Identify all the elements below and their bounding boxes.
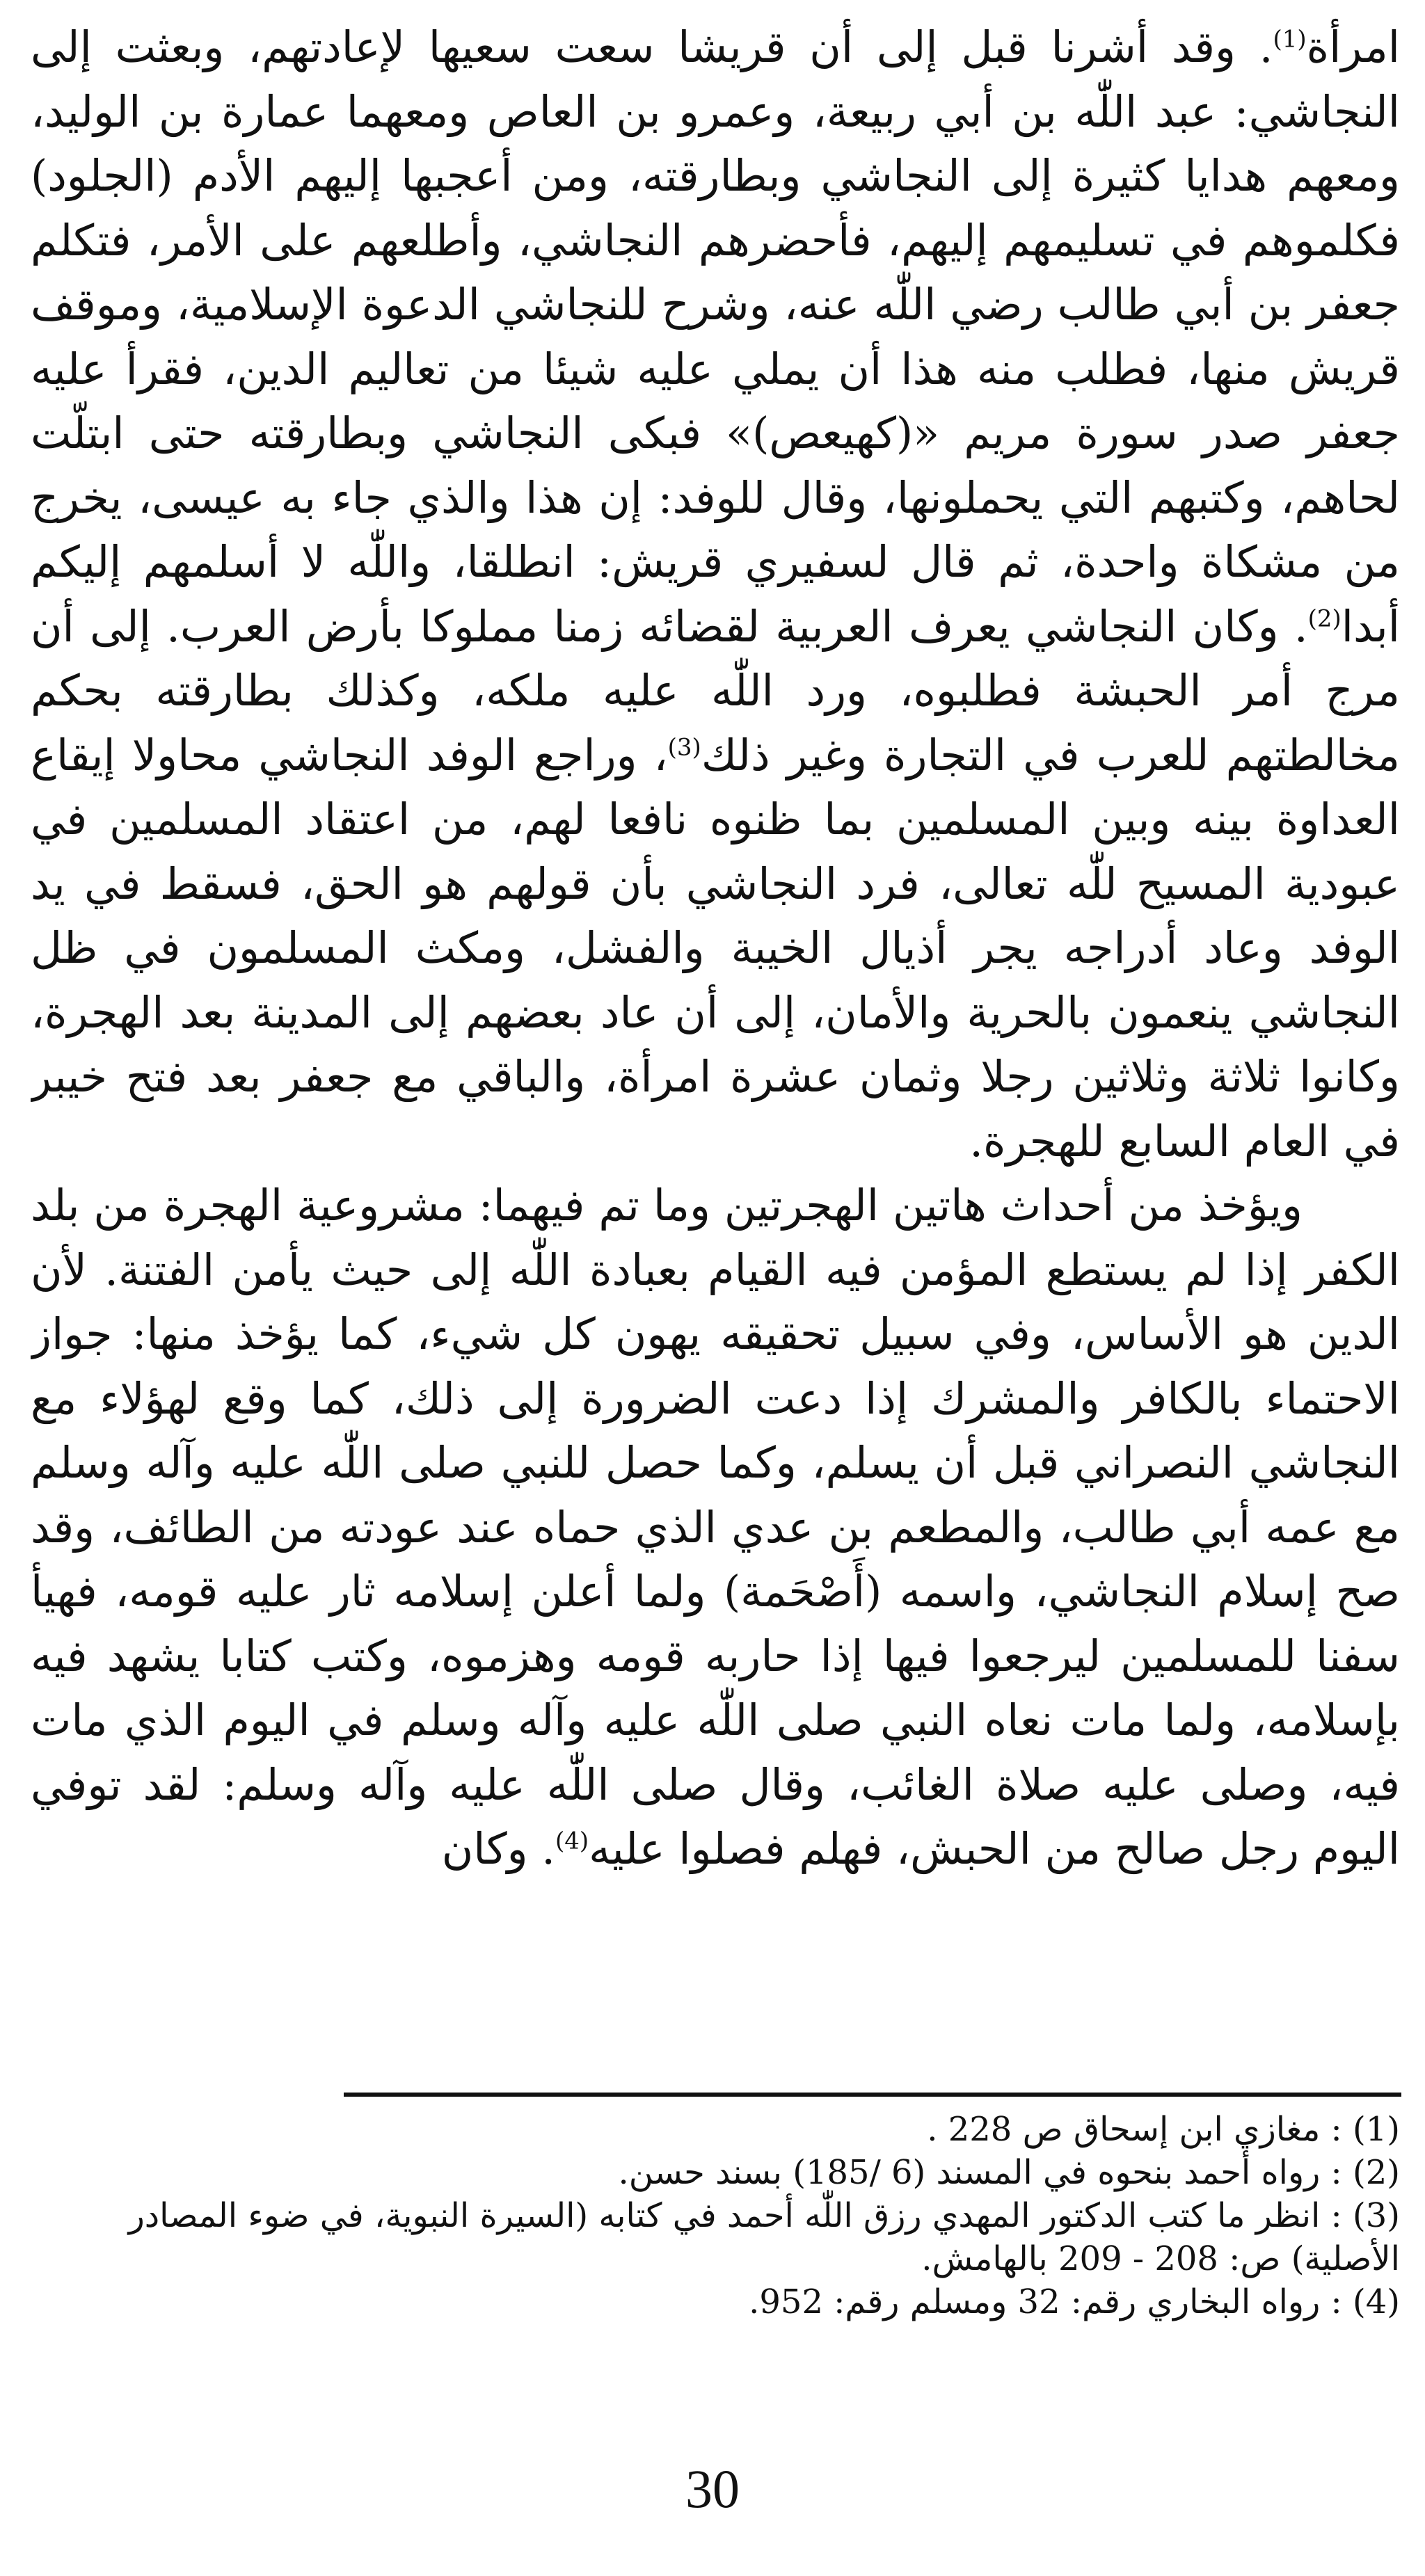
footnote-text: : رواه أحمد بنحوه في المسند (6 /185) بسند حسن. xyxy=(618,2153,1353,2192)
footnote-reference: (1) xyxy=(1273,25,1307,54)
page-number: 30 xyxy=(685,2458,740,2519)
footnote-reference: (4) xyxy=(555,1827,589,1855)
footnote-divider xyxy=(344,2093,1401,2097)
text-run: . وقد أشرنا قبل إلى أن قريشا سعت سعيها لإعادتهم، وبعثت إلى النجاشي: عبد اللّٰه بن أبي ربيعة، وعمرو بن العاص ومعهما عمارة بن الوليد، ومعهم هدايا كثيرة إلى النجاشي وبطارقته، ومن أعجبها إليهم الأدم (الجلود) فكلموهم في تسليمهم إليهم، فأحضرهم النجاشي، وأطلعهم على الأمر، فتكلم جعفر بن أبي طالب رضي اللّٰه عنه، وشرح للنجاشي الدعوة الإسلامية، وموقف قريش منها، فطلب منه هذا أن يملي عليه شيئا من تعاليم الدين، فقرأ عليه جعفر صدر سورة مريم «(كهيعص)» فبكى النجاشي وبطارقته حتى ابتلّت لحاهم، وكتبهم التي يحملونها، وقال للوفد: إن هذا والذي جاء به عيسى، يخرج من مشكاة واحدة، ثم قال لسفيري قريش: انطلقا، واللّٰه لا أسلمهم إليكم أبدا xyxy=(31,22,1400,652)
text-run: امرأة xyxy=(1306,22,1400,72)
text-run: . وكان النجاشي يعرف العربية لقضائه زمنا مملوكا بأرض العرب. إلى أن مرج أمر الحبشة فطلبوه، ورد اللّٰه عليه ملكه، وكذلك بطارقته بحكم مخالطتهم للعرب في التجارة وغير ذلك xyxy=(31,600,1400,781)
footnotes xyxy=(31,2108,1400,2323)
footnote-item xyxy=(31,2280,1400,2323)
paragraph-2 xyxy=(31,1174,1400,1882)
text-run: ، وراجع الوفد النجاشي محاولا إيقاع العداوة بينه وبين المسلمين بما ظنوه نافعا لهم، من اعتقاد المسلمين في عبودية المسيح للّٰه تعالى، فرد النجاشي بأن قولهم هو الحق، فسقط في يد الوفد وعاد أدراجه يجر أذيال الخيبة والفشل، ومكث المسلمون في ظل النجاشي ينعمون بالحرية والأمان، إلى أن عاد بعضهم إلى المدينة بعد الهجرة، وكانوا ثلاثة وثلاثين رجلا وثمان عشرة امرأة، والباقي مع جعفر بعد فتح خيبر في العام السابع للهجرة. xyxy=(31,729,1400,1167)
text-run: ويؤخذ من أحداث هاتين الهجرتين وما تم فيهما: مشروعية الهجرة من بلد الكفر إذا لم يستطع المؤمن فيه القيام بعبادة اللّٰه إلى حيث يأمن الفتنة. لأن الدين هو الأساس، وفي سبيل تحقيقه يهون كل شيء، كما يؤخذ منها: جواز الاحتماء بالكافر والمشرك إذا دعت الضرورة إلى ذلك، كما وقع لهؤلاء مع النجاشي النصراني قبل أن يسلم، وكما حصل للنبي صلى اللّٰه عليه وآله وسلم مع عمه أبي طالب، والمطعم بن عدي الذي حماه عند عودته من الطائف، وقد صح إسلام النجاشي، واسمه (أَصْحَمة) ولما أعلن إسلامه ثار عليه قومه، فهيأ سفنا للمسلمين ليرجعوا فيها إذا حاربه قومه وهزموه، وكتب كتابا يشهد فيه بإسلامه، ولما مات نعاه النبي صلى اللّٰه عليه وآله وسلم في اليوم الذي مات فيه، وصلى عليه صلاة الغائب، وقال صلى اللّٰه عليه وآله وسلم: لقد توفي اليوم رجل صالح من الحبش، فهلم فصلوا عليه xyxy=(31,1180,1400,1874)
footnote-item xyxy=(31,2151,1400,2194)
footnote-item xyxy=(31,2108,1400,2151)
footnote-reference: (3) xyxy=(667,733,701,761)
text-run: . وكان xyxy=(441,1823,555,1874)
footnote-text: : رواه البخاري رقم: 32 ومسلم رقم: 952. xyxy=(749,2282,1353,2321)
footnote-marker: (3) xyxy=(1352,2196,1400,2235)
footnote-item xyxy=(31,2194,1400,2280)
footnote-reference: (2) xyxy=(1307,604,1342,632)
footnote-text: : انظر ما كتب الدكتور المهدي رزق اللّٰه أحمد في كتابه (السيرة النبوية، في ضوء المصادر الأصلية) ص: 208 - 209 بالهامش. xyxy=(128,2196,1400,2278)
footnote-marker: (4) xyxy=(1352,2282,1400,2321)
main-text xyxy=(31,15,1400,1882)
paragraph-1 xyxy=(31,15,1400,1174)
footnote-marker: (2) xyxy=(1352,2153,1400,2192)
footnote-marker: (1) xyxy=(1352,2110,1400,2149)
footnote-text: : مغازي ابن إسحاق ص 228 . xyxy=(927,2110,1353,2149)
